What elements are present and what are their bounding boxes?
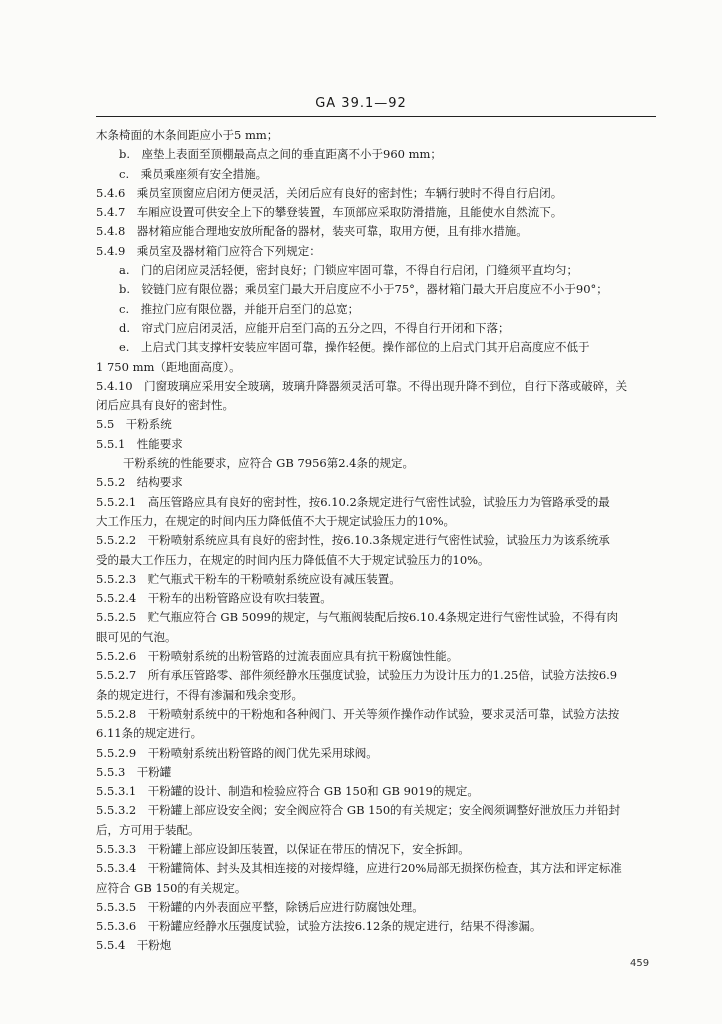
subsection-heading: 5.5.3 干粉罐 [96,764,172,779]
clause: 5.5.2.6 干粉喷射系统的出粉管路的过流表面应具有抗干粉腐蚀性能。 [96,649,459,664]
clause: 5.5.3.2 干粉罐上部应设安全阀；安全阀应符合 GB 150的有关规定；安全阀须调整好泄放压力并铅封 [96,803,621,818]
subsection-heading: 5.5.4 干粉炮 [96,938,172,953]
text-line: 大工作压力，在规定的时间内压力降低值不大于规定试验压力的10%。 [96,513,456,528]
clause: 5.5.3.4 干粉罐筒体、封头及其相连接的对接焊缝，应进行20%局部无损探伤检查，其方法和评定标准 [96,861,622,876]
clause: 5.5.2.5 贮气瓶应符合 GB 5099的规定，与气瓶阀装配后按6.10.4条规定进行气密性试验，不得有肉 [96,610,619,625]
text-line: 干粉系统的性能要求，应符合 GB 7956第2.4条的规定。 [123,456,415,471]
subsection-heading: 5.5.1 性能要求 [96,436,183,451]
clause: 5.5.2.8 干粉喷射系统中的干粉炮和各种阀门、开关等须作操作动作试验，要求灵活可靠，试验方法按 [96,706,620,721]
section-heading: 5.5 干粉系统 [96,417,172,432]
clause: 5.5.2.7 所有承压管路零、部件须经静水压强度试验，试验压力为设计压力的1.25倍，试验方法按6.9 [96,668,618,683]
clause: 5.5.2.4 干粉车的出粉管路应设有吹扫装置。 [96,591,332,606]
clause: 5.5.2.2 干粉喷射系统应具有良好的密封性，按6.10.3条规定进行气密性试验，试验压力为该系统承 [96,533,610,548]
text-line: 1 750 mm（距地面高度）。 [96,359,241,374]
clause: 5.5.3.6 干粉罐应经静水压强度试验，试验方法按6.12条的规定进行，结果不得渗漏。 [96,919,542,934]
text-line: 闭后应具有良好的密封性。 [96,398,234,413]
list-item: e. 上启式门其支撑杆安装应牢固可靠，操作轻便。操作部位的上启式门其开启高度应不低于 [119,340,590,355]
clause: 5.5.3.3 干粉罐上部应设卸压装置，以保证在带压的情况下，安全拆卸。 [96,841,470,856]
clause: 5.5.2.9 干粉喷射系统出粉管路的阀门优先采用球阀。 [96,745,378,760]
clause: 5.5.2.3 贮气瓶式干粉车的干粉喷射系统应设有减压装置。 [96,571,401,586]
clause: 5.4.10 门窗玻璃应采用安全玻璃，玻璃升降器须灵活可靠。不得出现升降不到位，自行下落或破碎，关 [96,378,628,393]
clause: 5.5.3.5 干粉罐的内外表面应平整，除锈后应进行防腐蚀处理。 [96,899,424,914]
subsection-heading: 5.5.2 结构要求 [96,475,183,490]
standard-code-header: GA 39.1—92 [315,96,407,111]
clause: 5.5.3.1 干粉罐的设计、制造和检验应符合 GB 150和 GB 9019的规定。 [96,784,479,799]
clause: 5.4.6 乘员室顶窗应启闭方便灵活，关闭后应有良好的密封性；车辆行驶时不得自行启闭。 [96,185,563,200]
list-item: a. 门的启闭应灵活轻便，密封良好；门锁应牢固可靠，不得自行启闭，门缝须平直均匀； [119,263,579,278]
list-item: c. 推拉门应有限位器，并能开启至门的总宽； [119,301,360,316]
clause: 5.5.2.1 高压管路应具有良好的密封性，按6.10.2条规定进行气密性试验，试验压力为管路承受的最 [96,494,610,509]
text-line: 应符合 GB 150的有关规定。 [96,880,247,895]
list-item: d. 帘式门应启闭灵活，应能开启至门高的五分之四，不得自行开闭和下落； [119,320,510,335]
list-item: c. 乘员乘座须有安全措施。 [119,166,268,181]
header-rule [96,116,656,117]
text-line: 6.11条的规定进行。 [96,726,203,741]
text-line: 眼可见的气泡。 [96,629,177,644]
page-number: 459 [630,958,650,969]
document-body [96,126,660,956]
list-item: b. 铰链门应有限位器；乘员室门最大开启度应不小于75°，器材箱门最大开启度应不小于90°； [119,282,608,297]
text-line: 木条椅面的木条间距应小于5 mm； [96,128,279,142]
list-item: b. 座垫上表面至顶棚最高点之间的垂直距离不小于960 mm； [119,147,442,162]
text-line: 条的规定进行，不得有渗漏和残余变形。 [96,687,303,702]
clause: 5.4.9 乘员室及器材箱门应符合下列规定： [96,243,321,258]
clause: 5.4.7 车厢应设置可供安全上下的攀登装置，车顶部应采取防滑措施，且能使水自然流下。 [96,205,563,220]
text-line: 后，方可用于装配。 [96,822,200,837]
text-line: 受的最大工作压力，在规定的时间内压力降低值不大于规定试验压力的10%。 [96,552,490,567]
clause: 5.4.8 器材箱应能合理地安放所配备的器材，装夹可靠，取用方便，且有排水措施。 [96,224,528,239]
